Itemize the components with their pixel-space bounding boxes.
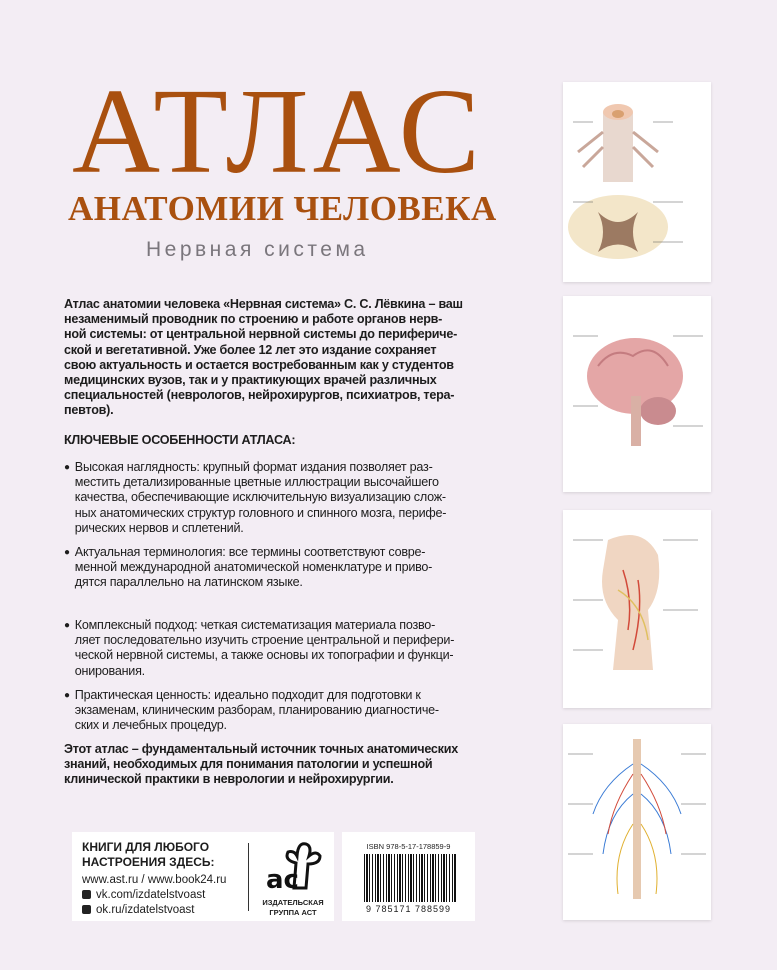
- book-tagline: Нервная система: [146, 238, 369, 261]
- svg-text:ac: ac: [266, 865, 299, 894]
- feature-item: [64, 545, 432, 591]
- ok-link-text: ok.ru/izdatelstvoast: [96, 904, 195, 916]
- publisher-name: ИЗДАТЕЛЬСКАЯ ГРУППА АСТ: [262, 898, 324, 917]
- isbn-number: ISBN 978-5-17-178859-9: [366, 842, 451, 851]
- publisher-heading: КНИГИ ДЛЯ ЛЮБОГО НАСТРОЕНИЯ ЗДЕСЬ:: [82, 840, 215, 869]
- feature-text: Практическая ценность: идеально подходит для подготовки к экзаменам, клиническим разборам, планированию диагностиче- ских и лечебных процедур.: [74, 688, 439, 733]
- bullet-icon: ●: [64, 690, 70, 701]
- feature-item: [64, 618, 454, 679]
- barcode-digits: 9 785171 788599: [365, 904, 452, 914]
- spinal-nerves-illustration: [563, 724, 711, 920]
- head-nerves-illustration: [563, 510, 711, 708]
- features-heading: КЛЮЧЕВЫЕ ОСОБЕННОСТИ АТЛАСА:: [64, 433, 296, 447]
- feature-text: Комплексный подход: четкая систематизация материала позво- ляет последовательно изучить строение центральной и перифери- ческой нервной системы, а также основы их топографии и функци- онирования.: [74, 618, 455, 678]
- conclusion-paragraph: Этот атлас – фундаментальный источник точных анатомических знаний, необходимых для понимания патологии и успешной клинической практики в неврологии и нейрохирургии.: [64, 742, 458, 787]
- spinal-cord-illustration: [563, 82, 711, 282]
- barcode-icon: [364, 854, 456, 902]
- odnoklassniki-icon: [82, 905, 91, 914]
- divider: [248, 843, 249, 911]
- feature-item: [64, 688, 439, 734]
- feature-item: [64, 460, 446, 536]
- websites-link[interactable]: www.ast.ru / www.book24.ru: [82, 874, 227, 886]
- bullet-icon: ●: [64, 620, 70, 631]
- brain-illustration: [563, 296, 711, 492]
- feature-text: Актуальная терминология: все термины соответствуют совре- менной международной анатомической номенклатуре и приво- дятся параллельно на латинском языке.: [74, 545, 433, 590]
- vk-link-text: vk.com/izdatelstvoast: [96, 889, 206, 901]
- intro-paragraph: Атлас анатомии человека «Нервная система» С. С. Лёвкина – ваш незаменимый проводник по строению и работе органов нерв- ной системы: от центральной нервной системы до перифериче- ской и вегетативной. Уже более 12 лет это издание сохраняет свою актуальность и остается востребованным как у студентов медицинских вузов, так и у практикующих врачей различных специальностей (неврологов, нейрохирургов, психиатров, тера- певтов).: [64, 297, 463, 418]
- ast-logo: [264, 838, 324, 894]
- feature-text: Высокая наглядность: крупный формат издания позволяет раз- местить детализированные цветные иллюстрации высочайшего качества, обеспечивающие исключительную визуализацию слож- ных анатомических структур головного и спинного мозга, перифе- рических нервов и сплетений.: [74, 460, 447, 535]
- book-subtitle: АНАТОМИИ ЧЕЛОВЕКА: [68, 189, 497, 228]
- bullet-icon: ●: [64, 462, 70, 473]
- publisher-info-box: [72, 832, 334, 921]
- book-title: АТЛАС: [72, 64, 484, 199]
- vk-link[interactable]: [82, 888, 205, 902]
- vk-icon: [82, 890, 91, 899]
- ok-link[interactable]: [82, 903, 194, 917]
- barcode-box: [342, 832, 475, 921]
- bullet-icon: ●: [64, 547, 70, 558]
